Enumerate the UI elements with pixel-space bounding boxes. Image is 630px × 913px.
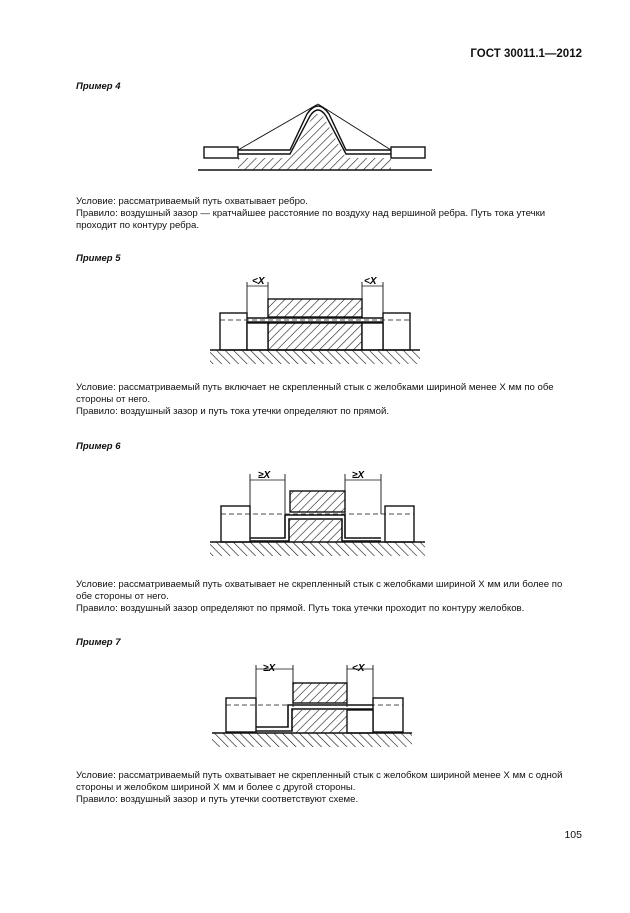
example-5-rule: Правило: воздушный зазор и путь тока утечки определяют по прямой. — [76, 406, 389, 418]
example-4-condition: Условие: рассматриваемый путь охватывает ребро. — [76, 196, 308, 207]
example-5-figure — [0, 270, 630, 370]
example-7-figure — [0, 655, 630, 755]
example-7-text — [76, 770, 584, 807]
example-5-condition-line2: стороны от него. — [76, 394, 151, 406]
example-6-dim-right: ≥X — [352, 470, 365, 481]
example-7-dim-right: <X — [352, 663, 365, 674]
example-6-rule: Правило: воздушный зазор определяют по прямой. Путь тока утечки проходит по контуру желобков. — [76, 603, 525, 615]
example-7-rule: Правило: воздушный зазор и путь утечки соответствуют схеме. — [76, 794, 359, 806]
document-header: ГОСТ 30011.1—2012 — [470, 48, 582, 60]
example-6-figure — [0, 462, 630, 562]
example-4-title: Пример 4 — [76, 81, 121, 92]
example-5-condition-line1: Условие: рассматриваемый путь включает не скрепленный стык с желобками шириной менее X мм по обе — [76, 382, 554, 393]
example-7-dim-left: ≥X — [263, 663, 276, 674]
example-5-title: Пример 5 — [76, 253, 121, 264]
example-4-rule-line2: проходит по контуру ребра. — [76, 220, 199, 232]
example-6-condition-line1: Условие: рассматриваемый путь охватывает не скрепленный стык с желобками шириной X мм или более по — [76, 579, 563, 590]
example-6-condition-line2: обе стороны от него. — [76, 591, 169, 603]
example-5-text — [76, 382, 584, 419]
example-4-text — [76, 196, 584, 233]
example-4-rule-line1: Правило: воздушный зазор — кратчайшее расстояние по воздуху над вершиной ребра. Путь тока утечки — [76, 208, 546, 220]
example-7-condition-line1: Условие: рассматриваемый путь охватывает не скрепленный стык с желобком шириной менее X мм с одной — [76, 770, 563, 781]
example-6-text — [76, 579, 584, 616]
example-6-title: Пример 6 — [76, 441, 121, 452]
example-6-dim-left: ≥X — [258, 470, 271, 481]
example-7-title: Пример 7 — [76, 637, 121, 648]
example-7-condition-line2: стороны и желобком шириной X мм и более с другой стороны. — [76, 782, 356, 794]
example-5-dim-left: <X — [252, 276, 265, 287]
page-number: 105 — [564, 829, 582, 841]
example-4-figure — [0, 100, 630, 175]
example-5-dim-right: <X — [364, 276, 377, 287]
